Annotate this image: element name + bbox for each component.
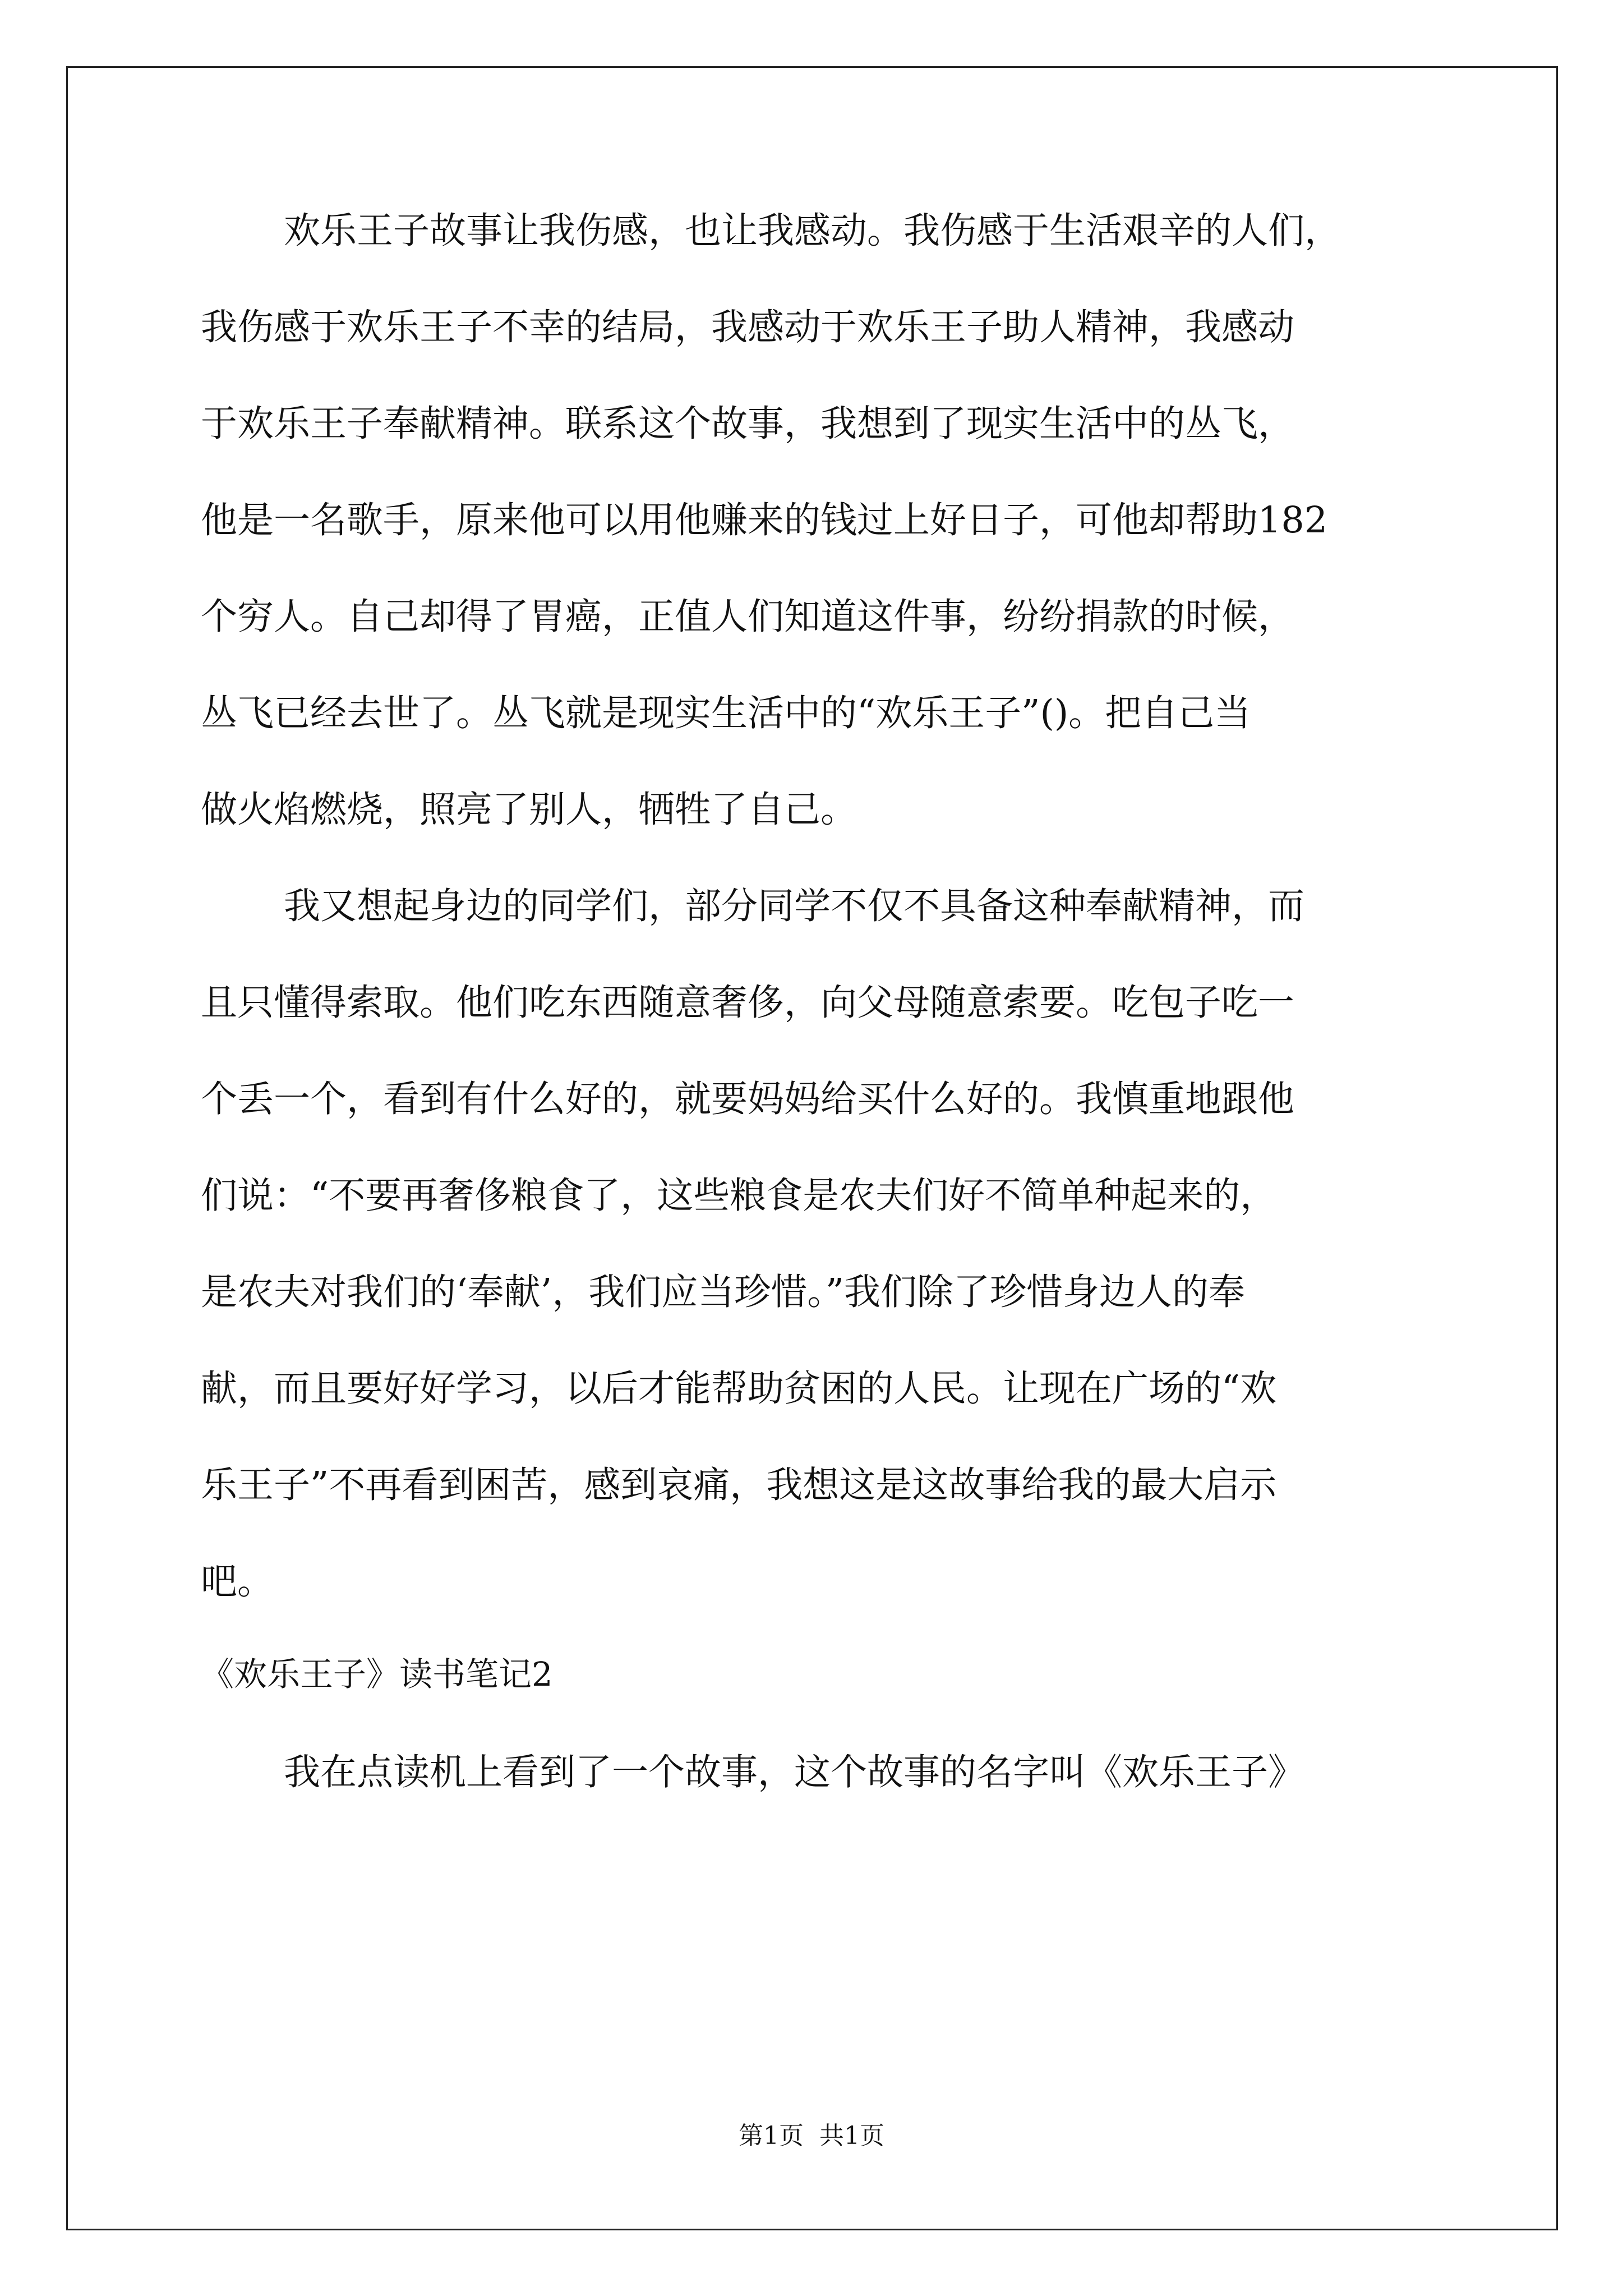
paragraph-1-line-3: 于欢乐王子奉献精神。联系这个故事，我想到了现实生活中的丛飞，: [201, 403, 1295, 445]
paragraph-1-line-2: 我伤感于欢乐王子不幸的结局，我感动于欢乐王子助人精神，我感动: [201, 306, 1295, 348]
paragraph-3-line-1: 我在点读机上看到了一个故事，这个故事的名字叫《欢乐王子》: [284, 1751, 1305, 1793]
paragraph-2-line-5: 是农夫对我们的‘奉献’，我们应当珍惜。”我们除了珍惜身边人的奉: [201, 1271, 1246, 1313]
paragraph-2-line-6: 献，而且要好好学习，以后才能帮助贫困的人民。让现在广场的“欢: [201, 1368, 1277, 1410]
page-footer: 第1页 共1页: [739, 2122, 884, 2150]
paragraph-1-line-5: 个穷人。自己却得了胃癌，正值人们知道这件事，纷纷捐款的时候，: [201, 596, 1295, 638]
paragraph-2-line-8: 吧。: [201, 1561, 274, 1603]
page-border: [66, 66, 1558, 2230]
paragraph-2-line-2: 且只懂得索取。他们吃东西随意奢侈，向父母随意索要。吃包子吃一: [201, 982, 1295, 1024]
paragraph-2-line-4: 们说：“不要再奢侈粮食了，这些粮食是农夫们好不简单种起来的，: [201, 1175, 1277, 1217]
paragraph-1-line-4: 他是一名歌手，原来他可以用他赚来的钱过上好日子，可他却帮助182: [201, 499, 1328, 541]
section-heading: 《欢乐王子》读书笔记2: [201, 1655, 553, 1694]
paragraph-1-line-6: 丛飞已经去世了。丛飞就是现实生活中的“欢乐王子”()。把自己当: [201, 692, 1251, 734]
paragraph-2-line-3: 个丢一个，看到有什么好的，就要妈妈给买什么好的。我慎重地跟他: [201, 1078, 1295, 1120]
paragraph-1-line-7: 做火焰燃烧，照亮了别人，牺牲了自己。: [201, 789, 857, 831]
paragraph-1-line-1: 欢乐王子故事让我伤感，也让我感动。我伤感于生活艰辛的人们，: [284, 210, 1341, 252]
paragraph-2-line-1: 我又想起身边的同学们，部分同学不仅不具备这种奉献精神，而: [284, 885, 1305, 927]
paragraph-2-line-7: 乐王子”不再看到困苦，感到哀痛，我想这是这故事给我的最大启示: [201, 1464, 1277, 1506]
